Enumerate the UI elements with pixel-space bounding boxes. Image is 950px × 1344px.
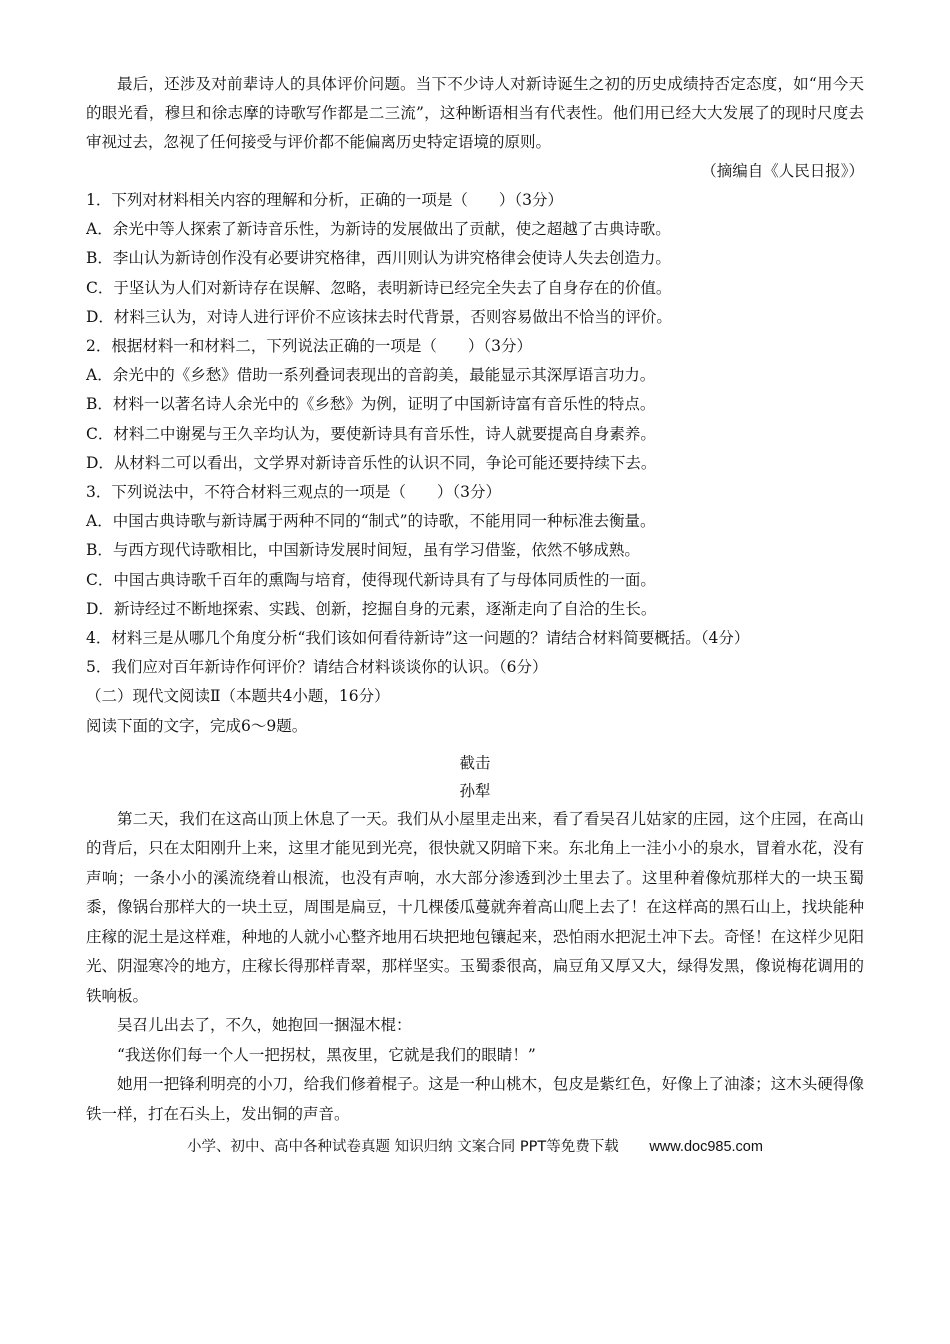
option-3b: B．与西方现代诗歌相比，中国新诗发展时间短，虽有学习借鉴，依然不够成熟。 xyxy=(86,541,640,560)
story-author: 孙犁 xyxy=(459,781,491,800)
document-page xyxy=(86,70,864,1129)
footer-site-link[interactable]: www.doc985.com xyxy=(649,1139,763,1155)
option-1c: C．于坚认为人们对新诗存在误解、忽略，表明新诗已经完全失去了自身存在的价值。 xyxy=(86,278,672,297)
question-2: 2．根据材料一和材料二，下列说法正确的一项是（ ）（3分） xyxy=(86,337,532,356)
section-instruction: 阅读下面的文字，完成6～9题。 xyxy=(86,716,308,735)
question-3: 3．下列说法中，不符合材料三观点的一项是（ ）（3分） xyxy=(86,483,501,502)
option-2b: B．材料一以著名诗人余光中的《乡愁》为例，证明了中国新诗富有音乐性的特点。 xyxy=(86,395,656,414)
option-3a: A．中国古典诗歌与新诗属于两种不同的“制式”的诗歌，不能用同一种标准去衡量。 xyxy=(86,512,656,531)
story-paragraph-3: “我送你们每一个人一把拐杖，黑夜里，它就是我们的眼睛！” xyxy=(117,1045,536,1064)
option-3d: D．新诗经过不断地探索、实践、创新，挖掘自身的元素，逐渐走向了自洽的生长。 xyxy=(86,599,657,618)
intro-paragraph: 最后，还涉及对前辈诗人的具体评价问题。当下不少诗人对新诗诞生之初的历史成绩持否定态度，如“用今天的眼光看，穆旦和徐志摩的诗歌写作都是二三流”，这种断语相当有代表性。他们用已经大大发展了的现时尺度去审视过去，忽视了任何接受与评价都不能偏离历史特定语境的原则。 xyxy=(86,75,864,151)
option-1a: A．余光中等人探索了新诗音乐性，为新诗的发展做出了贡献，使之超越了古典诗歌。 xyxy=(86,220,671,239)
option-3c: C．中国古典诗歌千百年的熏陶与培育，使得现代新诗具有了与母体同质性的一面。 xyxy=(86,570,656,589)
option-2d: D．从材料二可以看出，文学界对新诗音乐性的认识不同，争论可能还要持续下去。 xyxy=(86,453,657,472)
question-4: 4．材料三是从哪几个角度分析“我们该如何看待新诗”这一问题的？请结合材料简要概括。（4分） xyxy=(86,629,750,648)
question-list xyxy=(86,186,864,682)
option-1d: D．材料三认为，对诗人进行评价不应该抹去时代背景，否则容易做出不恰当的评价。 xyxy=(86,307,672,326)
story-paragraph-1: 第二天，我们在这高山顶上休息了一天。我们从小屋里走出来，看了看吴召儿姑家的庄园，这个庄园，在高山的背后，只在太阳刚升上来，这里才能见到光亮，很快就又阴暗下来。东北角上一洼小小的泉水，冒着水花，没有声响；一条小小的溪流绕着山根流，也没有声响，水大部分渗透到沙土里去了。这里种着像炕那样大的一块玉蜀黍，像锅台那样大的一块土豆，周围是扁豆，十几棵倭瓜蔓就奔着高山爬上去了！在这样高的黑石山上，找块能种庄稼的泥土是这样难，种地的人就小心整齐地用石块把地包镶起来，恐怕雨水把泥土冲下去。奇怪！在这样少见阳光、阴湿寒冷的地方，庄稼长得那样青翠，那样坚实。玉蜀黍很高，扁豆角又厚又大，绿得发黑，像说梅花调用的铁响板。 xyxy=(86,809,864,1005)
option-2a: A．余光中的《乡愁》借助一系列叠词表现出的音韵美，最能显示其深厚语言功力。 xyxy=(86,366,656,385)
section-heading: （二）现代文阅读Ⅱ（本题共4小题，16分） xyxy=(86,687,390,706)
option-1b: B．李山认为新诗创作没有必要讲究格律，西川则认为讲究格律会使诗人失去创造力。 xyxy=(86,249,671,268)
story-paragraph-2: 吴召儿出去了，不久，她抱回一捆湿木棍： xyxy=(117,1016,412,1035)
source-citation: （摘编自《人民日报》） xyxy=(701,162,864,180)
option-2c: C．材料二中谢冕与王久辛均认为，要使新诗具有音乐性，诗人就要提高自身素养。 xyxy=(86,424,656,443)
page-footer xyxy=(0,1135,950,1156)
question-1: 1．下列对材料相关内容的理解和分析，正确的一项是（ ）（3分） xyxy=(86,191,563,209)
footer-text: 小学、初中、高中各种试卷真题 知识归纳 文案合同 PPT等免费下载 xyxy=(187,1139,619,1155)
question-5: 5．我们应对百年新诗作何评价？请结合材料谈谈你的认识。（6分） xyxy=(86,658,548,677)
story-title: 截击 xyxy=(459,753,491,772)
story-paragraph-4: 她用一把锋利明亮的小刀，给我们修着棍子。这是一种山桃木，包皮是紫红色，好像上了油漆；这木头硬得像铁一样，打在石头上，发出铜的声音。 xyxy=(86,1075,864,1123)
